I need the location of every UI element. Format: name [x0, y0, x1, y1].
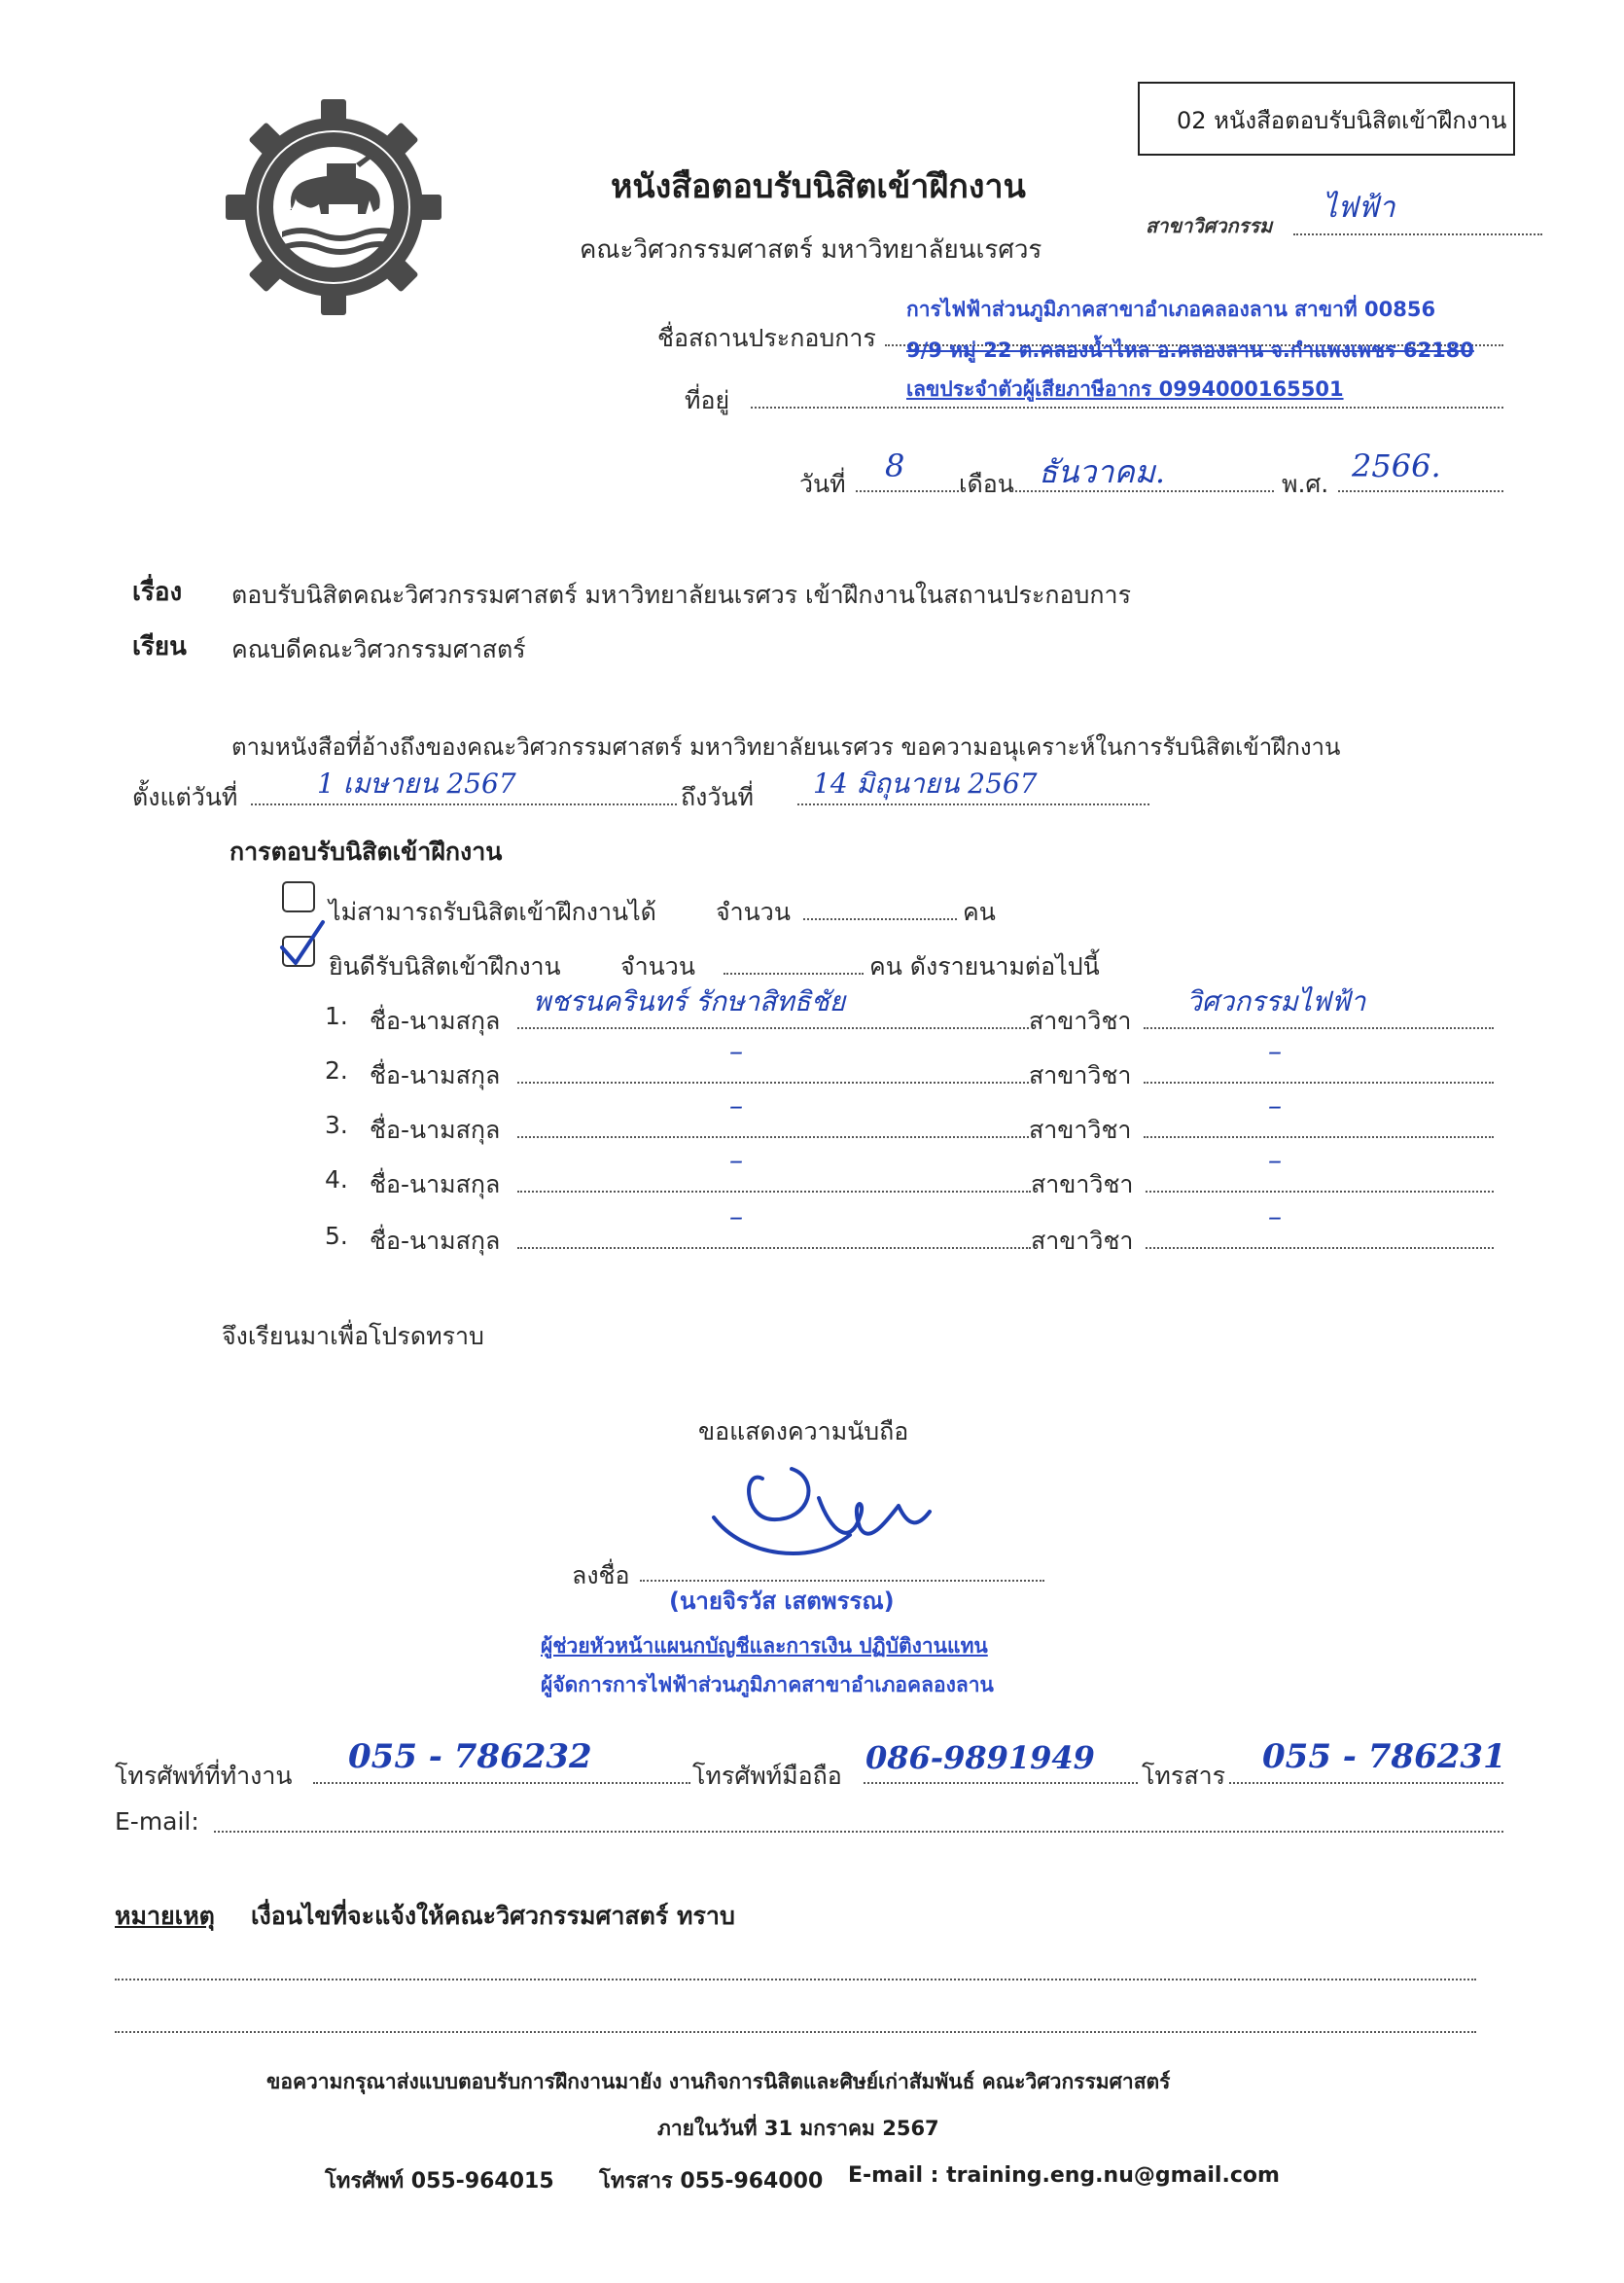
remarks-label: หมายเหตุ [115, 1902, 215, 1930]
office-phone-dots [313, 1782, 690, 1784]
student-name-value: พชรนครินทร์ รักษาสิทธิชัย [533, 985, 846, 1017]
remarks-line-1 [115, 1979, 1476, 1980]
closing-regards: ขอแสดงความนับถือ [698, 1417, 909, 1445]
student-major-value: – [1268, 1200, 1282, 1232]
email-dots [214, 1831, 1503, 1833]
to-text: คณบดีคณะวิศวกรรมศาสตร์ [231, 635, 526, 663]
student-name-value: – [729, 1200, 743, 1232]
form-code: 02 หนังสือตอบรับนิสิตเข้าฝึกงาน [1177, 107, 1507, 134]
student-major-value: วิศวกรรมไฟฟ้า [1186, 985, 1366, 1017]
branch-value: ไฟฟ้า [1323, 191, 1395, 225]
student-number: 5. [325, 1222, 348, 1250]
student-name-dots [517, 1027, 1029, 1029]
student-name-dots [517, 1082, 1029, 1084]
period-from-value: 1 เมษายน 2567 [317, 767, 516, 800]
page-title: หนังสือตอบรับนิสิตเข้าฝึกงาน [611, 167, 1026, 206]
mobile-label: โทรศัพท์มือถือ [692, 1762, 842, 1790]
company-stamp-line2: 9/9 หมู่ 22 ต.คลองน้ำไหล อ.คลองลาน จ.กำแพงเพชร 62180 [906, 339, 1474, 362]
date-day-value: 8 [885, 447, 905, 484]
signer-name: (นายจิรวัส เสตพรรณ) [669, 1587, 895, 1615]
student-name-value: – [729, 1144, 743, 1176]
company-address-dots [751, 407, 1503, 409]
date-month-value: ธันวาคม. [1039, 453, 1166, 490]
footer-email: E-mail : training.eng.nu@gmail.com [848, 2163, 1280, 2188]
student-major-label: สาขาวิชา [1029, 1116, 1132, 1144]
student-name-value: – [729, 1035, 743, 1067]
company-name-label: ชื่อสถานประกอบการ [657, 324, 876, 352]
page-subtitle: คณะวิศวกรรมศาสตร์ มหาวิทยาลัยนเรศวร [580, 235, 1042, 265]
closing-inform: จึงเรียนมาเพื่อโปรดทราบ [222, 1322, 484, 1350]
fax-value: 055 - 786231 [1262, 1737, 1506, 1776]
company-stamp-line3: เลขประจำตัวผู้เสียภาษีอากร 0994000165501 [906, 377, 1344, 401]
remarks-line-2 [115, 2031, 1476, 2033]
mobile-dots [864, 1782, 1138, 1784]
student-major-value: – [1268, 1144, 1282, 1176]
student-name-label: ชื่อ-นามสกุล [370, 1170, 501, 1198]
reject-count-label: จำนวน [716, 898, 791, 926]
student-name-label: ชื่อ-นามสกุล [370, 1061, 501, 1089]
reject-checkbox[interactable] [282, 881, 315, 912]
student-name-value: – [729, 1089, 743, 1122]
student-major-dots [1144, 1027, 1494, 1029]
student-major-value: – [1268, 1089, 1282, 1122]
period-to-label: ถึงวันที่ [681, 783, 754, 811]
accept-count-label: จำนวน [620, 952, 695, 981]
office-phone-label: โทรศัพท์ที่ทำงาน [115, 1762, 293, 1790]
accept-unit: คน ดังรายนามต่อไปนี้ [869, 952, 1100, 981]
fax-dots [1229, 1782, 1503, 1784]
signature-icon [704, 1459, 957, 1580]
body-paragraph: ตามหนังสือที่อ้างถึงของคณะวิศวกรรมศาสตร์ มหาวิทยาลัยนเรศวร ขอความอนุเคราะห์ในการรับนิสิตเข้าฝึกงาน [231, 733, 1341, 761]
date-month-label: เดือน [959, 470, 1014, 498]
checkmark-icon [274, 918, 329, 973]
footer-phone: โทรศัพท์ 055-964015 [325, 2169, 554, 2194]
student-major-value: – [1268, 1035, 1282, 1067]
student-number: 2. [325, 1056, 348, 1085]
footer-fax: โทรสาร 055-964000 [599, 2169, 824, 2194]
student-major-label: สาขาวิชา [1031, 1227, 1134, 1255]
student-name-dots [517, 1247, 1031, 1249]
footer-line-1: ขอความกรุณาส่งแบบตอบรับการฝึกงานมายัง งานกิจการนิสิตและศิษย์เก่าสัมพันธ์ คณะวิศวกรรมศาสตร์ [266, 2070, 1171, 2093]
faculty-logo [222, 95, 445, 319]
period-to-value: 14 มิถุนายน 2567 [813, 767, 1038, 800]
student-major-label: สาขาวิชา [1031, 1170, 1134, 1198]
date-day-dots [856, 490, 959, 492]
company-stamp-line1: การไฟฟ้าส่วนภูมิภาคสาขาอำเภอคลองลาน สาขาที่ 00856 [906, 298, 1436, 321]
date-day-label: วันที่ [799, 470, 846, 498]
office-phone-value: 055 - 786232 [348, 1737, 592, 1776]
response-heading: การตอบรับนิสิตเข้าฝึกงาน [229, 838, 503, 866]
student-major-dots [1146, 1191, 1494, 1193]
student-major-dots [1146, 1247, 1494, 1249]
student-name-dots [517, 1136, 1029, 1138]
date-year-dots [1338, 490, 1503, 492]
student-name-label: ชื่อ-นามสกุล [370, 1007, 501, 1035]
fax-label: โทรสาร [1142, 1762, 1226, 1790]
gear-elephant-logo-icon [222, 95, 445, 319]
student-name-label: ชื่อ-นามสกุล [370, 1227, 501, 1255]
signer-title-2: ผู้จัดการการไฟฟ้าส่วนภูมิภาคสาขาอำเภอคลองลาน [541, 1673, 994, 1696]
to-label: เรียน [132, 632, 187, 661]
subject-label: เรื่อง [132, 578, 183, 607]
mobile-value: 086-9891949 [865, 1739, 1095, 1776]
student-major-dots [1144, 1082, 1494, 1084]
company-address-label: ที่อยู่ [685, 386, 730, 414]
date-year-label: พ.ศ. [1282, 470, 1329, 498]
reject-count-dots [803, 918, 957, 920]
date-year-value: 2566. [1352, 447, 1441, 484]
student-number: 1. [325, 1002, 348, 1030]
student-major-dots [1144, 1136, 1494, 1138]
student-number: 4. [325, 1165, 348, 1194]
email-label: E-mail: [115, 1807, 199, 1836]
student-name-label: ชื่อ-นามสกุล [370, 1116, 501, 1144]
student-major-label: สาขาวิชา [1029, 1061, 1132, 1089]
student-name-dots [517, 1191, 1031, 1193]
accept-count-dots [724, 973, 864, 975]
branch-label: สาขาวิศวกรรม [1146, 214, 1273, 237]
accept-option-label: ยินดีรับนิสิตเข้าฝึกงาน [329, 952, 561, 981]
student-number: 3. [325, 1111, 348, 1139]
branch-dots [1293, 233, 1542, 235]
reject-unit: คน [963, 898, 996, 926]
student-major-label: สาขาวิชา [1029, 1007, 1132, 1035]
remarks-text: เงื่อนไขที่จะแจ้งให้คณะวิศวกรรมศาสตร์ ทราบ [251, 1902, 735, 1930]
subject-text: ตอบรับนิสิตคณะวิศวกรรมศาสตร์ มหาวิทยาลัยนเรศวร เข้าฝึกงานในสถานประกอบการ [231, 581, 1132, 609]
reject-option-label: ไม่สามารถรับนิสิตเข้าฝึกงานได้ [329, 898, 656, 926]
sign-label: ลงชื่อ [572, 1561, 630, 1589]
footer-line-2: ภายในวันที่ 31 มกราคม 2567 [657, 2117, 939, 2140]
period-from-label: ตั้งแต่วันที่ [132, 783, 238, 811]
signer-title-1: ผู้ช่วยหัวหน้าแผนกบัญชีและการเงิน ปฏิบัติงานแทน [541, 1634, 988, 1658]
